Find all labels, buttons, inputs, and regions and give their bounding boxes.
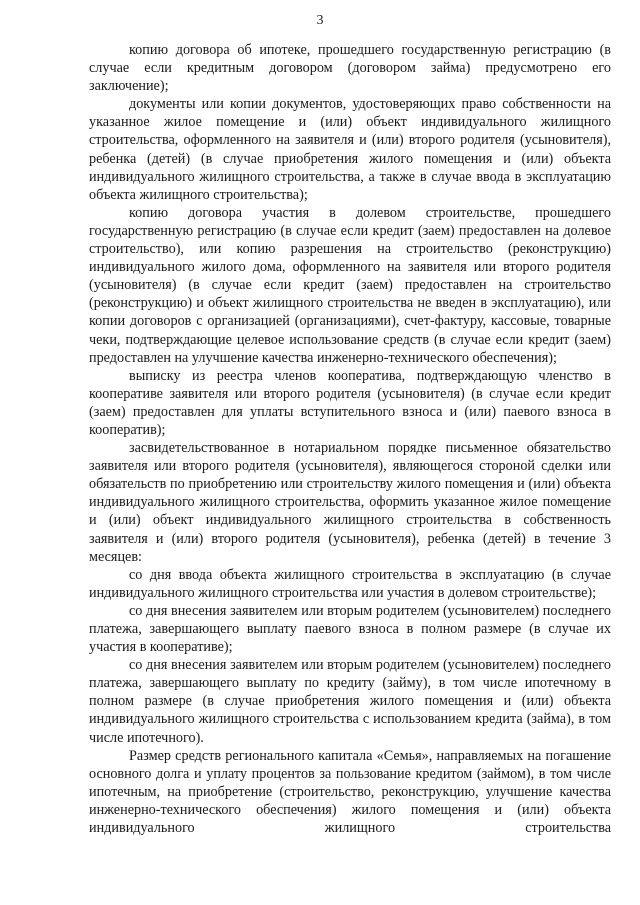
paragraph-notarized-obligation: засвидетельствованное в нотариальном порядке письменное обязательство заявителя или второго родителя (усыновителя), являющегося стороной сделки или обязательств по приобретению или строительству жилого помещения и (или) объекта индивидуального жилищного строительства, оформить указанное жилое помещение и (или) объект индивидуального жилищного строительства в собственность заявителя и (или) второго родителя (усыновителя), ребенка (детей) в течение 3 месяцев: <box>89 440 611 565</box>
paragraph-loan-payment-date: со дня внесения заявителем или вторым родителем (усыновителем) последнего платежа, завершающего выплату по кредиту (займу), в том числе ипотечному в полном размере (в случае приобретения жилого помещения и (или) объекта индивидуального жилищного строительства с использованием кредита (займа), в том числе ипотечного). <box>89 657 611 746</box>
paragraph-shared-construction-contract: копию договора участия в долевом строительстве, прошедшего государственную регистрацию (в случае если кредит (заем) предоставлен на долевое строительство), или копию разрешения на строительство (реконструкцию) индивидуального жилого дома, оформленного на заявителя или второго родителя (усыновителя) (в случае если кредит (заем) предоставлен на строительство (реконструкцию) и объект жилищного строительства не введен в эксплуатацию), или копии договоров с организацией (организациями), счет-фактуру, кассовые, товарные чеки, подтверждающие целевое использование средств (в случае если кредит (заем) предоставлен на улучшение качества инженерно-технического обеспечения); <box>89 204 611 366</box>
paragraph-ownership-documents: документы или копии документов, удостоверяющих право собственности на указанное жилое помещение и (или) объект индивидуального жилищного строительства, оформленного на заявителя и (или) второго родителя (усыновителя), ребенка (детей) (в случае приобретения жилого помещения и (или) объекта индивидуального жилищного строительства, а также в случае ввода в эксплуатацию объекта жилищного строительства); <box>89 96 611 203</box>
paragraph-capital-amount: Размер средств регионального капитала «Семья», направляемых на погашение основного долга и уплату процентов за пользование кредитом (займом), в том числе ипотечным, на приобретение (строительство, реконструкцию, улучшение качества инженерно-технического обеспечения) жилого помещения и (или) объекта индивидуального жилищного строительства <box>89 747 611 837</box>
document-body <box>89 41 611 837</box>
page-number: 3 <box>316 13 324 28</box>
paragraph-cooperative-payment-date: со дня внесения заявителем или вторым родителем (усыновителем) последнего платежа, завершающего выплату паевого взноса в полном размере (в случае их участия в кооперативе); <box>89 602 611 656</box>
paragraph-mortgage-contract-copy: копию договора об ипотеке, прошедшего государственную регистрацию (в случае если кредитным договором (договором займа) предусмотрено его заключение); <box>89 42 611 95</box>
paragraph-cooperative-register-extract: выписку из реестра членов кооператива, подтверждающую членство в кооперативе заявителя или второго родителя (усыновителя) (в случае если кредит (заем) предоставлен для уплаты вступительного взноса и (или) паевого взноса в кооператив); <box>89 367 611 438</box>
paragraph-commissioning-date: со дня ввода объекта жилищного строительства в эксплуатацию (в случае индивидуального жилищного строительства или участия в долевом строительстве); <box>89 566 611 601</box>
